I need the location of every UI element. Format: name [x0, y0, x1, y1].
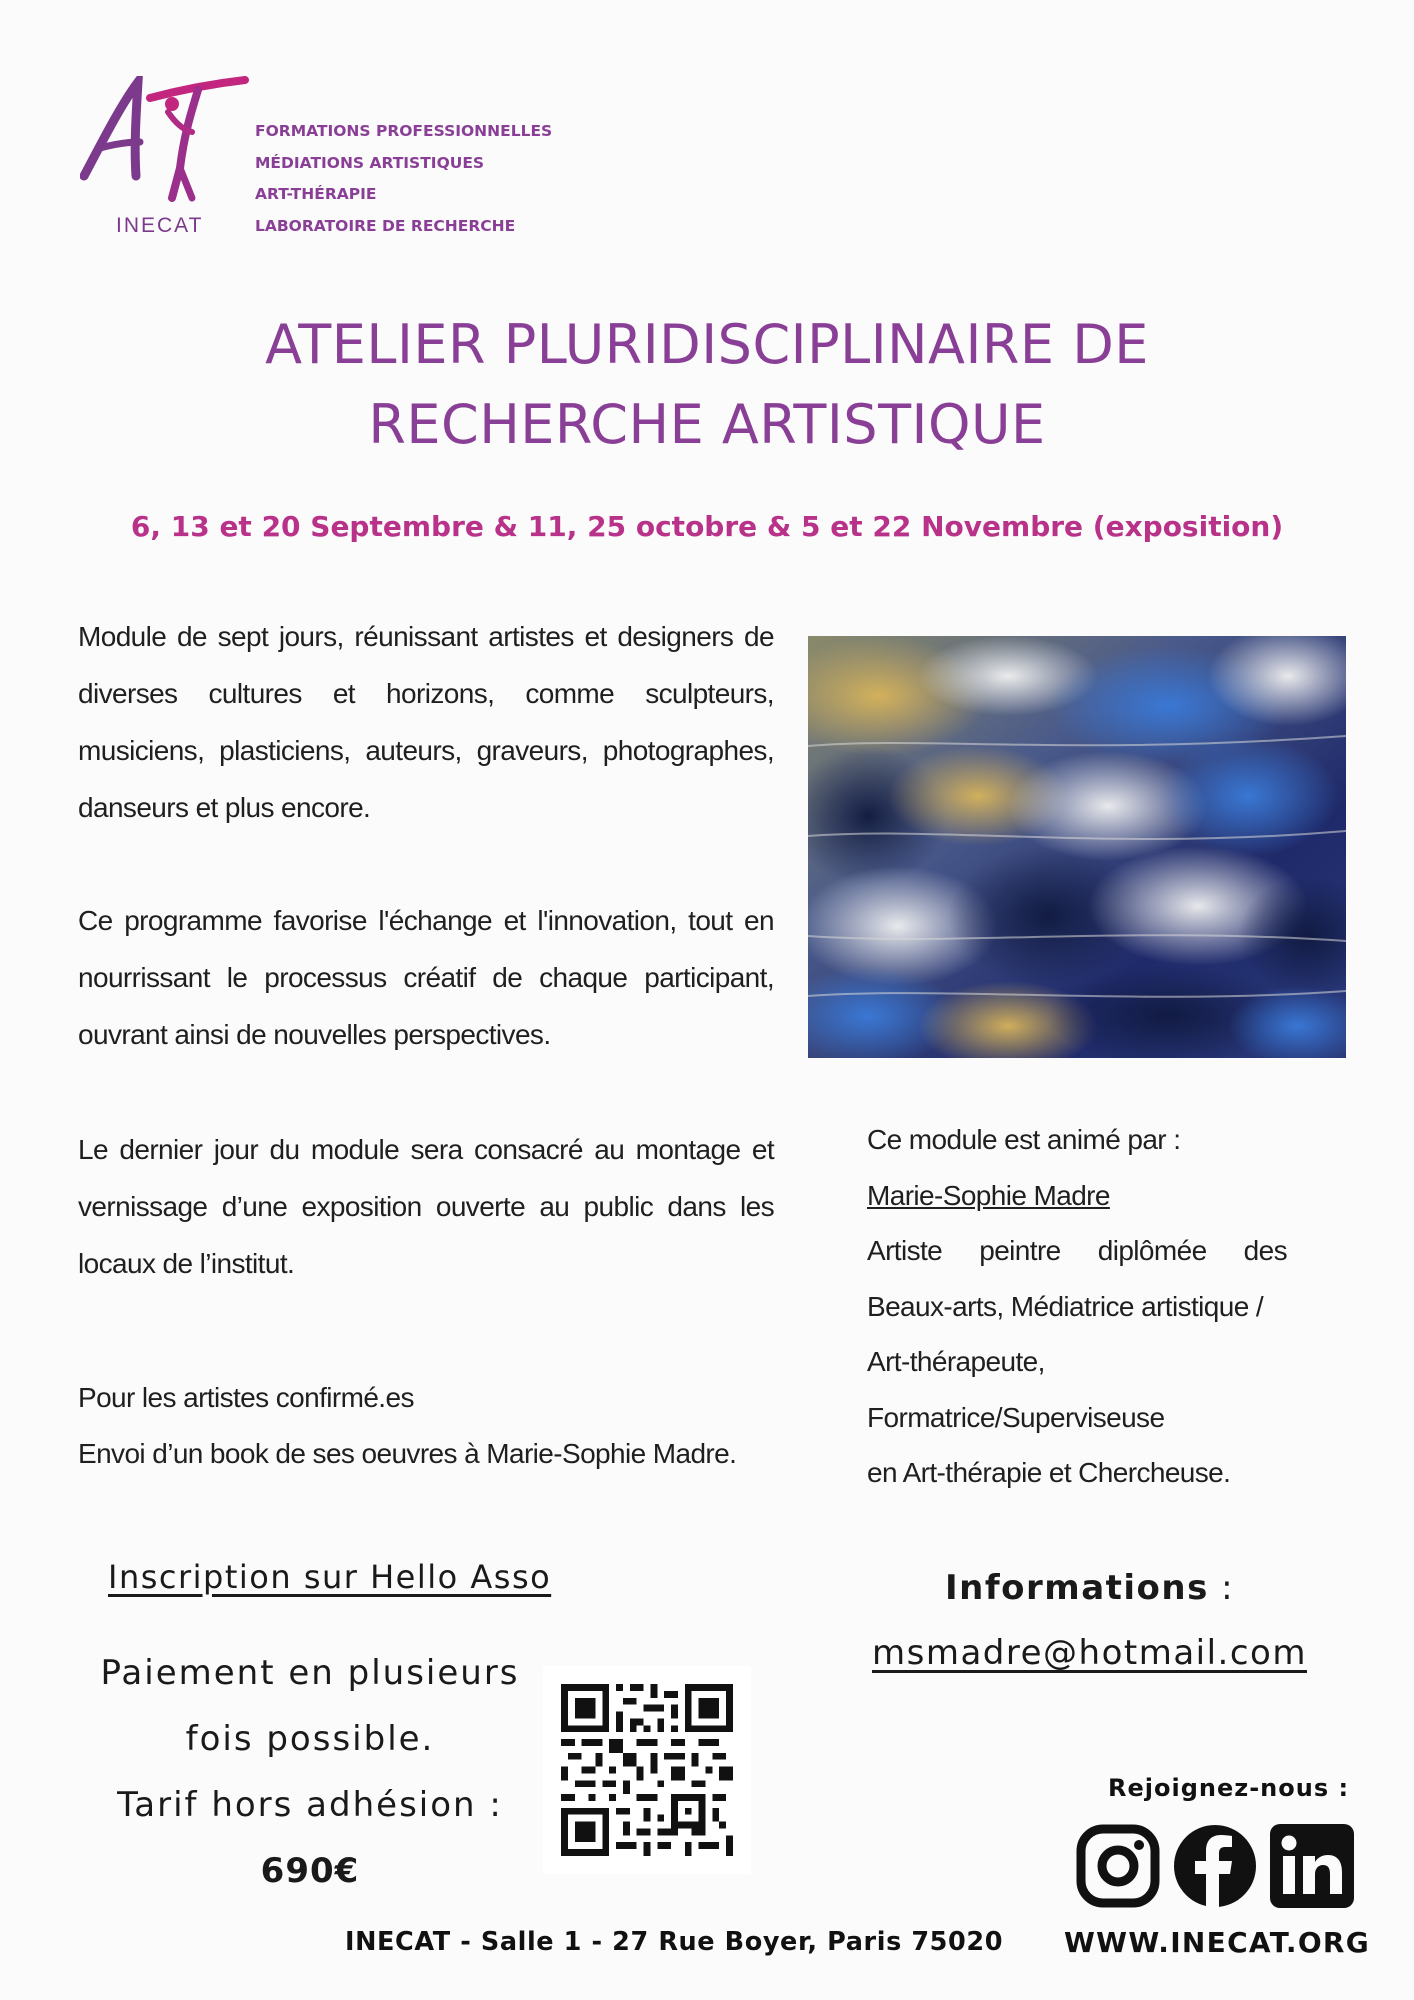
description-paragraph-3: Le dernier jour du module sera consacré au montage et vernissage d’une exposition ouverte au public dans les locaux de l’institut.: [78, 1134, 774, 1279]
tagline-mediations: MÉDIATIONS ARTISTIQUES: [255, 153, 485, 172]
tagline-laboratoire: LABORATOIRE DE RECHERCHE: [255, 216, 516, 235]
qr-code[interactable]: [543, 1666, 751, 1874]
facilitator-bio-line-1: Artiste peintre diplômée des: [867, 1235, 1287, 1266]
artwork-image: [808, 636, 1346, 1058]
art-logo-icon: [80, 76, 250, 206]
requirements-line-2: Envoi d’un book de ses oeuvres à Marie-Sophie Madre.: [78, 1438, 737, 1469]
facilitator-section: [867, 1112, 1287, 1501]
facilitator-bio-line-4: Formatrice/Superviseuse: [867, 1401, 1165, 1433]
payment-line-3: Tarif hors adhésion :: [117, 1785, 503, 1825]
inecat-logo: [80, 76, 260, 246]
payment-info: [100, 1640, 520, 1904]
price: 690€: [260, 1851, 360, 1891]
info-label: [945, 1568, 1234, 1608]
contact-email-link[interactable]: msmadre@hotmail.com: [872, 1633, 1307, 1673]
description-paragraph-2: Ce programme favorise l'échange et l'innovation, tout en nourrissant le processus créatif de chaque participant, ouvrant ainsi de nouvelles perspectives.: [78, 905, 774, 1050]
facilitator-bio-line-3: Art-thérapeute,: [867, 1346, 1045, 1377]
logo-text: INECAT: [116, 214, 204, 237]
facilitator-bio-line-5: en Art-thérapie et Chercheuse.: [867, 1457, 1231, 1488]
facebook-icon[interactable]: [1173, 1824, 1257, 1908]
tagline-formations: FORMATIONS PROFESSIONNELLES: [255, 122, 553, 140]
description-paragraph-1: Module de sept jours, réunissant artistes et designers de diverses cultures et horizons, comme sculpteurs, musiciens, plasticiens, auteurs, graveurs, photographes, danseurs et plus encore.: [78, 621, 774, 823]
payment-line-1: Paiement en plusieurs: [100, 1653, 520, 1693]
instagram-icon[interactable]: [1076, 1824, 1160, 1908]
title-line-1: ATELIER PLURIDISCIPLINAIRE DE: [265, 313, 1149, 376]
social-links: [1076, 1824, 1356, 1914]
event-dates: 6, 13 et 20 Septembre & 11, 25 octobre & 5 et 22 Novembre (exposition): [130, 510, 1284, 543]
hello-asso-link[interactable]: Inscription sur Hello Asso: [108, 1558, 552, 1596]
taglines: [255, 116, 552, 242]
qr-code-icon: [561, 1684, 733, 1856]
facilitator-intro: Ce module est animé par :: [867, 1124, 1181, 1155]
footer-address: INECAT - Salle 1 - 27 Rue Boyer, Paris 75020: [345, 1927, 1004, 1957]
linkedin-icon[interactable]: [1270, 1824, 1354, 1908]
info-label-colon: :: [1208, 1568, 1235, 1608]
facilitator-bio-line-2: Beaux-arts, Médiatrice artistique /: [867, 1290, 1264, 1322]
join-us-label: Rejoignez-nous :: [1108, 1774, 1350, 1802]
tagline-art-therapie: ART-THÉRAPIE: [255, 185, 377, 203]
title-line-2: RECHERCHE ARTISTIQUE: [368, 393, 1046, 456]
website-link[interactable]: WWW.INECAT.ORG: [1064, 1926, 1371, 1959]
info-label-text: Informations: [945, 1568, 1209, 1608]
payment-line-2: fois possible.: [185, 1719, 435, 1759]
artist-requirements: [78, 1370, 798, 1482]
requirements-line-1: Pour les artistes confirmé.es: [78, 1382, 414, 1413]
facilitator-name-link[interactable]: Marie-Sophie Madre: [867, 1179, 1110, 1211]
page-title: [0, 305, 1414, 465]
